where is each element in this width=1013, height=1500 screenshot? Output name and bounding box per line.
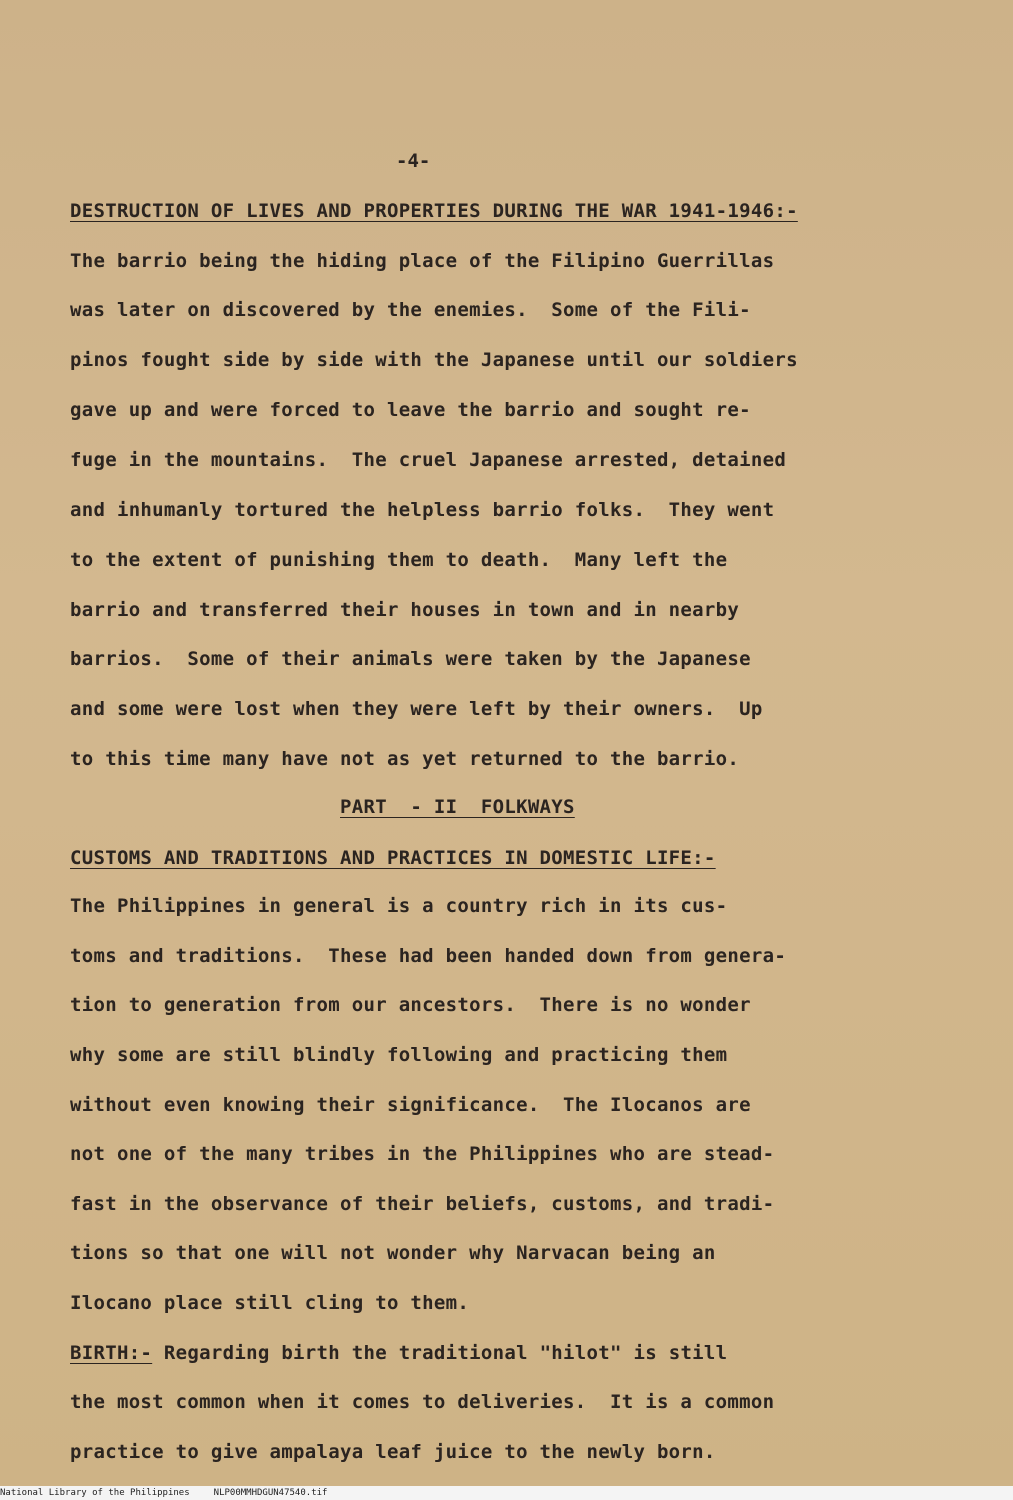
paragraph-line: Ilocano place still cling to them. — [70, 1292, 470, 1314]
paragraph-line: and some were lost when they were left by their owners. Up — [70, 698, 763, 720]
paragraph-line: why some are still blindly following and practicing them — [70, 1044, 728, 1066]
paragraph-line: fuge in the mountains. The cruel Japanese arrested, detained — [70, 449, 787, 471]
paragraph-line: The barrio being the hiding place of the Filipino Guerrillas — [70, 250, 775, 272]
birth-paragraph-first-line — [70, 1340, 970, 1366]
paragraph-line: The Philippines in general is a country rich in its cus- — [70, 895, 728, 917]
section-heading-destruction: DESTRUCTION OF LIVES AND PROPERTIES DURING THE WAR 1941-1946:- — [70, 200, 798, 222]
paragraph-line: gave up and were forced to leave the barrio and sought re- — [70, 399, 751, 421]
birth-text: Regarding birth the traditional "hilot" is still — [152, 1342, 728, 1364]
paragraph-line: the most common when it comes to deliveries. It is a common — [70, 1391, 775, 1413]
paragraph-line: was later on discovered by the enemies. Some of the Fili- — [70, 299, 751, 321]
paragraph-line: barrios. Some of their animals were taken by the Japanese — [70, 648, 751, 670]
archive-footer — [0, 1486, 1013, 1500]
paragraph-line: without even knowing their significance. The Ilocanos are — [70, 1094, 751, 1116]
footer-library: National Library of the Philippines — [0, 1488, 190, 1498]
section-heading-customs: CUSTOMS AND TRADITIONS AND PRACTICES IN DOMESTIC LIFE:- — [70, 847, 716, 869]
footer-filename: NLP00MMHDGUN47540.tif — [213, 1488, 328, 1498]
paragraph-line: practice to give ampalaya leaf juice to the newly born. — [70, 1441, 716, 1463]
paragraph-line: pinos fought side by side with the Japanese until our soldiers — [70, 349, 798, 371]
paragraph-line: toms and traditions. These had been handed down from genera- — [70, 945, 787, 967]
paragraph-line: tions so that one will not wonder why Narvacan being an — [70, 1242, 716, 1264]
paragraph-line: to the extent of punishing them to death. Many left the — [70, 549, 728, 571]
birth-label: BIRTH:- — [70, 1342, 153, 1364]
paragraph-line: and inhumanly tortured the helpless barrio folks. They went — [70, 499, 775, 521]
paragraph-line: not one of the many tribes in the Philippines who are stead- — [70, 1143, 775, 1165]
paragraph-line: tion to generation from our ancestors. There is no wonder — [70, 994, 751, 1016]
page-number: -4- — [396, 150, 431, 172]
part-heading: PART - II FOLKWAYS — [340, 796, 575, 818]
paragraph-line: barrio and transferred their houses in town and in nearby — [70, 599, 740, 621]
paragraph-line: fast in the observance of their beliefs, customs, and tradi- — [70, 1193, 775, 1215]
paragraph-line: to this time many have not as yet returned to the barrio. — [70, 748, 740, 770]
